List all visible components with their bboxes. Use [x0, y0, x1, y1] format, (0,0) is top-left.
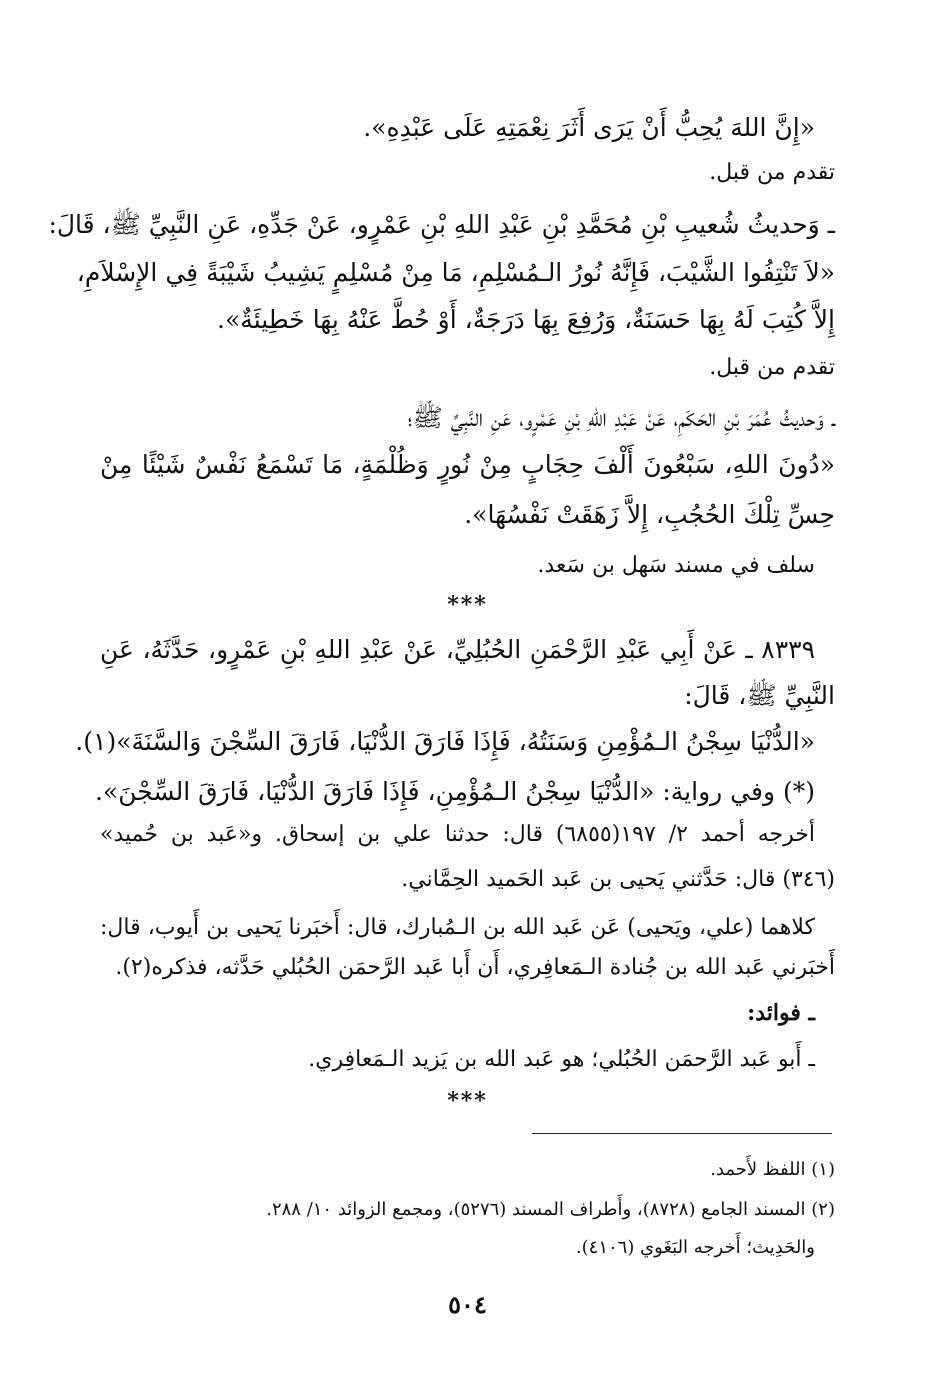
text-line: تقدم من قبل. — [709, 355, 835, 380]
text-line: (*) وفي رواية: «الدُّنْيَا سِجْنُ الـمُؤْمِنِ، فَإِذَا فَارَقَ الدُّنْيَا، فَارَقَ السِّجْنَ». — [94, 777, 815, 806]
text-line: النَّبِيِّ ﷺ، قَالَ: — [684, 681, 835, 710]
text-line: سلف في مسند سَهل بن سَعد. — [537, 553, 815, 578]
text-line: أَخبَرني عَبد الله بن جُنادة الـمَعافِري، أَن أَبا عَبد الرَّحمَن الحُبُلي حَدَّثه، فذكره(٢). — [115, 955, 835, 980]
text-line: حِسِّ تِلْكَ الحُجُبِ، إِلاَّ زَهَقَتْ نَفْسُهَا». — [464, 500, 835, 529]
footnote-separator-line — [532, 1133, 832, 1134]
text-line: «الدُّنْيَا سِجْنُ الـمُؤْمِنِ وَسَنَتُهُ، فَإِذَا فَارَقَ الدُّنْيَا، فَارَقَ السِّجْنَ وَالسَّنَةَ»(١). — [75, 727, 815, 756]
asterism-separator: *** — [447, 1088, 488, 1114]
text-line: كلاهما (علي، ويَحيى) عَن عَبد الله بن الـمُبارك، قال: أَخبَرنا يَحيى بن أَيوب، قال: — [100, 915, 815, 940]
text-line: ـ أَبو عَبد الرَّحمَن الحُبُلي؛ هو عَبد الله بن يَزيد الـمَعافِري. — [308, 1047, 815, 1072]
footnote-line: (٢) المسند الجامع (٨٧٢٨)، وأَطراف المسند (٥٢٧٦)، ومجمع الزوائد ١٠/ ٢٨٨. — [266, 1199, 835, 1220]
text-line: «دُونَ اللهِ، سَبْعُونَ أَلْفَ حِجَابٍ مِنْ نُورٍ وَظُلْمَةٍ، مَا تَسْمَعُ نَفْسٌ شَيْئًا مِنْ — [100, 450, 835, 479]
text-line: ـ وَحديثُ شُعيبِ بْنِ مُحَمَّدِ بْنِ عَبْدِ اللهِ بْنِ عَمْرٍو، عَنْ جَدِّهِ، عَنِ النَّبِيِّ ﷺ، قَالَ: — [48, 210, 835, 239]
footnote-line: والحَدِيث؛ أَخرجه البَغَوي (٤١٠٦). — [575, 1237, 815, 1258]
text-line: (٣٤٦) قال: حَدَّثني يَحيى بن عَبد الحَميد الحِمَّاني. — [401, 867, 835, 892]
text-line: «لاَ تَنْتِفُوا الشَّيْبَ، فَإِنَّهُ نُورُ الـمُسْلِمِ، مَا مِنْ مُسْلِمٍ يَشِيبُ شَيْبَةً فِي الإِسْلاَمِ، — [76, 258, 835, 287]
text-line: ـ وَحديثُ عُمَرَ بْنِ الحَكَمِ، عَنْ عَبْدِ اللهِ بْنِ عَمْرٍو، عَنِ النَّبِيِّ ﷺ؛ — [407, 403, 835, 432]
text-line: تقدم من قبل. — [709, 160, 835, 185]
text-line: ٨٣٣٩ ـ عَنْ أَبِي عَبْدِ الرَّحْمَنِ الحُبُلِيِّ، عَنْ عَبْدِ اللهِ بْنِ عَمْرٍو، حَدَّثَهُ، عَنِ — [100, 635, 815, 664]
text-line: «إِنَّ اللهَ يُحِبُّ أَنْ يَرَى أَثَرَ نِعْمَتِهِ عَلَى عَبْدِهِ». — [363, 113, 815, 142]
text-line: أخرجه أحمد ٢/ ١٩٧(٦٨٥٥) قال: حدثنا علي بن إسحاق. و«عَبد بن حُميد» — [100, 822, 816, 847]
footnote-line: (١) اللفظ لأَحمد. — [710, 1159, 835, 1180]
page-number: ٥٠٤ — [448, 1290, 487, 1319]
text-line: إِلاَّ كُتِبَ لَهُ بِهَا حَسَنَةٌ، وَرُفِعَ بِهَا دَرَجَةٌ، أَوْ حُطَّ عَنْهُ بِهَا خَطِيئَةٌ». — [217, 305, 835, 334]
text-line: ـ فوائد: — [747, 1000, 815, 1026]
asterism-separator: *** — [447, 592, 488, 618]
